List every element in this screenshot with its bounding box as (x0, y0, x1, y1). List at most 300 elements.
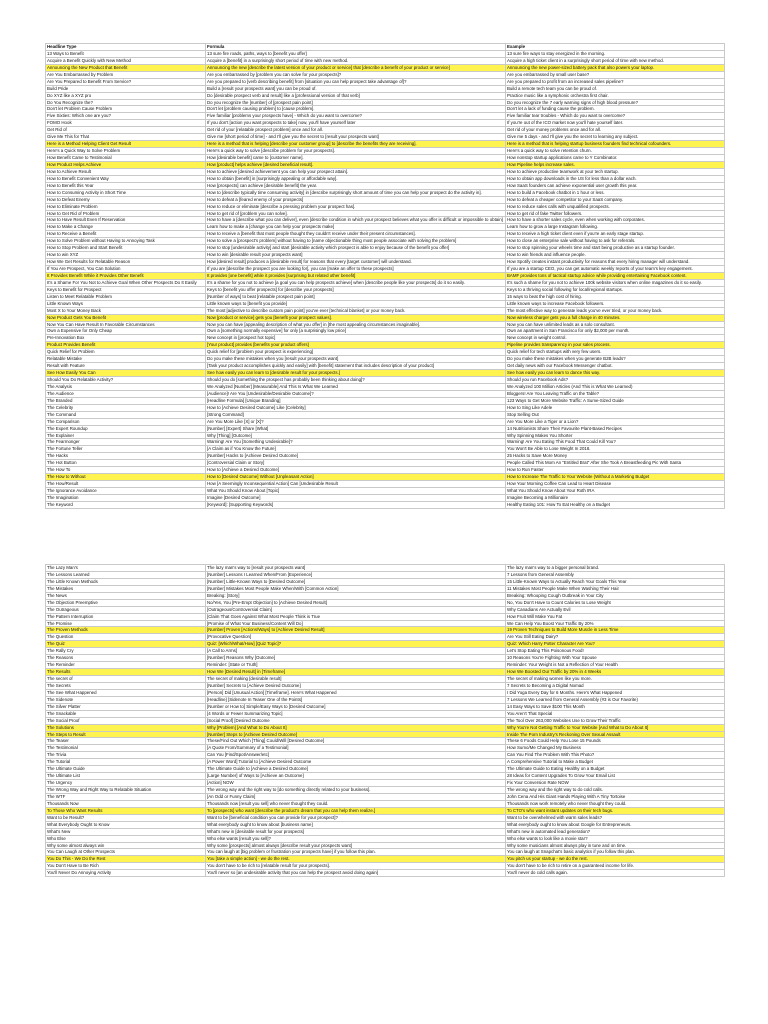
formula-cell: If you don't [action you want prospects to take] now, you'll have yourself later (205, 120, 505, 126)
formula-cell: [An Odd or Funny Claim] (205, 794, 505, 800)
example-cell: 7 Lessons from General Assembly (505, 572, 725, 578)
formula-cell: What everybody ought to know about [business name] (205, 822, 505, 828)
example-cell: How to get rid of fake Twitter followers. (505, 211, 725, 217)
headline-type-cell: The See What Happened (45, 690, 205, 696)
table-row (45, 439, 725, 446)
headline-type-cell: The Audience (45, 391, 205, 397)
formula-cell: [Number] Little-Known Ways to [Desired Outcome] (205, 579, 505, 585)
example-cell: Give me 5 days - and I'll give you the secret to learning any subject. (505, 134, 725, 140)
table-row (45, 718, 725, 725)
headline-type-cell: How to Benefit this Year (45, 183, 205, 189)
headline-type-cell: The Fearmonger (45, 439, 205, 445)
headline-type-cell: Thousands Now (45, 801, 205, 807)
table-row (45, 836, 725, 843)
table-row (45, 190, 725, 197)
formula-cell: Little known ways to [benefit you provide] (205, 301, 505, 307)
headline-type-cell: The Urgency (45, 780, 205, 786)
example-cell: 7 Lessons We Learned from General Assembly (#3 is Our Favorite) (505, 697, 725, 703)
formula-cell: How to obtain [benefit] in [surprisingly appealing or affordable way]. (205, 176, 505, 182)
formula-cell: How to defeat a [feared enemy of your prospects] (205, 197, 505, 203)
example-cell: Who else wants to look like a movie star? (505, 836, 725, 842)
headline-type-cell: The How To (45, 467, 205, 473)
table-row (45, 474, 725, 481)
headline-type-cell: Result with Feature (45, 363, 205, 369)
table-row (45, 238, 725, 245)
table-row (45, 86, 725, 93)
formula-cell: Why [Problem] [And What to Do About It] (205, 725, 505, 731)
headline-type-cell: How to win XYZ (45, 252, 205, 258)
formula-cell: [Promise of What Your Business/Content Will Do] (205, 621, 505, 627)
example-cell: People Called This Mom An "Entitled Brat" After She Took A Breastfeeding Pic With Santa (505, 460, 725, 466)
example-cell: The most effective way to generate leads you've ever tried, or your money back. (505, 308, 725, 314)
example-cell: How to obtain app downloads in the US for less than a dollar each. (505, 176, 725, 182)
example-cell: 19 Proven Techniques to Build More Muscle in Less Time (505, 627, 725, 633)
headline-type-cell: How to Get Rid of Problem (45, 211, 205, 217)
formula-cell: [Provocative Question] (205, 634, 505, 640)
formula-cell: [Number of ways] to beat [relatable prospect pain point] (205, 294, 505, 300)
headline-type-cell: The Sidenote (45, 697, 205, 703)
formula-cell: [Number] Reasons Why [Outcome] (205, 655, 505, 661)
headline-type-cell: The Reasons (45, 655, 205, 661)
table-header-row (45, 43, 725, 51)
table-row (45, 655, 725, 662)
headline-type-cell: The Command (45, 412, 205, 418)
table-row (45, 780, 725, 787)
example-cell: Own an apartment in San Francisco for only $2,000 per month. (505, 328, 725, 334)
table-row (45, 245, 725, 252)
headline-type-cell: Five Sixties: Which one are you? (45, 113, 205, 119)
formula-cell: The secret of making [desirable result] (205, 676, 505, 682)
headline-type-cell: Are You Prepared to Benefit From Service? (45, 79, 205, 85)
table-row (45, 648, 725, 655)
formula-cell: How We [Desired Result] in [Timeframe] (205, 669, 505, 675)
headline-type-cell: How to Achieve Result (45, 169, 205, 175)
table-row (45, 224, 725, 231)
table-row (45, 690, 725, 697)
example-cell: How to stop spinning your wheels time and start being productive as a startup founder. (505, 245, 725, 251)
example-cell: You Aren't That Special (505, 711, 725, 717)
headline-type-cell: The Analysis (45, 384, 205, 390)
table-row (45, 148, 725, 155)
example-cell: John Cena And His Giant Hands Playing With A Tiny Tortoise (505, 794, 725, 800)
example-cell: The Tool Over 263,000 Websites Use to Grow Their Traffic (505, 718, 725, 724)
example-cell: How to Increase The Traffic to Your Website (Without a Marketing Budget (505, 474, 725, 480)
headline-type-cell: How We Get Results for Relatable Reason (45, 259, 205, 265)
example-cell: New concept in weight control. (505, 335, 725, 341)
formula-cell: Here is a method that is helping [describe your customer group] to [describe the benefits they are receiving]. (205, 141, 505, 147)
formula-cell: Build a [result your prospects want] you can be proud of. (205, 86, 505, 92)
formula-cell: We Analyzed [Number] [Measurable] And This Is What We Learned (205, 384, 505, 390)
table-row (45, 697, 725, 704)
example-cell: Why You're Not Getting Traffic to Your Website [And What to Do About It] (505, 725, 725, 731)
formula-cell: How [desirable benefit] came to [customer name]. (205, 155, 505, 161)
formula-cell: Who else wants [result you sell]? (205, 836, 505, 842)
table-row (45, 127, 725, 134)
table-row (45, 641, 725, 648)
formula-cell: How [A Seemingly Inconsequential Action] Can [Undesirable Result (205, 481, 505, 487)
table-row (45, 634, 725, 641)
formula-cell: If you are [describe the prospect you are looking for], you can [make an offer to these prospects] (205, 266, 505, 272)
example-cell: Learn how to grow a large Instagram following. (505, 224, 725, 230)
formula-cell: [Number] Proven [Actions/Ways] to [Achieve Desired Result] (205, 627, 505, 633)
formula-cell: [Claim That Goes Against What Most People Think is True (205, 614, 505, 620)
example-cell: You'll never do cold calls again. (505, 870, 725, 876)
example-cell: Breaking: Whooping Cough Outbreak in Your City (505, 593, 725, 599)
table-row (45, 183, 725, 190)
formula-cell: [Number] Hacks to [Achieve Desired Outcome] (205, 453, 505, 459)
example-cell: The secret of making women like you more. (505, 676, 725, 682)
example-cell: Keys to a thriving social following for local/regional startups. (505, 287, 725, 293)
example-cell: Why Canadians Are Actually Evil (505, 607, 725, 613)
table-row (45, 732, 725, 739)
table-row (45, 322, 725, 329)
formula-cell: Acquire a [benefit] in a surprisingly short period of time with new method. (205, 58, 505, 64)
table-row (45, 773, 725, 780)
table-row (45, 794, 725, 801)
formula-cell: Why some [prospects] almost always [describe result your prospects want] (205, 843, 505, 849)
table-row (45, 266, 725, 273)
table-row (45, 460, 725, 467)
formula-cell: Five familiar [problems your prospects have] - Which do you want to overcome? (205, 113, 505, 119)
headline-type-cell: The WTF (45, 794, 205, 800)
table-row (45, 79, 725, 86)
example-cell: How SaaS founders can achieve exponential user growth this year. (505, 183, 725, 189)
headline-type-cell: 13 Ways to Benefit (45, 51, 205, 57)
formula-cell: [A Call to Arms] (205, 648, 505, 654)
headline-type-cell: Get Rid of (45, 127, 205, 133)
formula-cell: [Audience]! Are You [Undesirable/Desirable Outcome]? (205, 391, 505, 397)
example-cell: How Fruit Will Make You Fat (505, 614, 725, 620)
formula-cell: Here's a quick way to solve [describe problem for your prospects]. (205, 148, 505, 154)
table-row (45, 711, 725, 718)
headline-formula-table (45, 43, 725, 509)
headline-type-cell: Are You Embarrassed by Problem (45, 72, 205, 78)
formula-cell: Announcing the new [describe the latest version of your product or service] that [describe a benefit of your product or service] (205, 65, 505, 71)
example-cell: To CTO's who want instant updates on their tech bugs. (505, 808, 725, 814)
headline-type-cell: The Trivia (45, 752, 205, 758)
table-row (45, 822, 725, 829)
formula-cell: How to [Desired Outcome] Without [Unpleasant Action] (205, 474, 505, 480)
example-cell: Practice music like a symphonic orchestra first chair. (505, 93, 725, 99)
headline-type-cell: The Snackable (45, 711, 205, 717)
headline-type-cell: Acquire a Benefit Quickly with New Method (45, 58, 205, 64)
headline-type-cell: How to Consuming Activity in Short Time (45, 190, 205, 196)
headline-type-cell: The Lazy Man's (45, 565, 205, 571)
example-cell: How to Run Faster (505, 467, 725, 473)
headline-type-cell: The Teaser (45, 738, 205, 744)
headline-type-cell: The Fortune Teller (45, 446, 205, 452)
example-cell: 123 Ways to Get More Website Traffic: A Sume-Sized Guide (505, 398, 725, 404)
table-row (45, 252, 725, 259)
example-cell: Fix Your Conversion Rate NOW (505, 780, 725, 786)
headline-type-cell: The Rally Cry (45, 648, 205, 654)
headline-type-cell: The Silver Platter (45, 704, 205, 710)
table-row (45, 614, 725, 621)
example-cell: If you're out of the ICO market now you'll hate yourself later. (505, 120, 725, 126)
example-cell: Quiz: Which Harry Potter Character Are You? (505, 641, 725, 647)
headline-type-cell: The Results (45, 669, 205, 675)
headline-type-cell: The Ultimate List (45, 773, 205, 779)
headline-type-cell: Relatable Mistake (45, 356, 205, 362)
table-row (45, 579, 725, 586)
example-cell: Let's Stop Eating This Poisonous Food! (505, 648, 725, 654)
formula-cell: Own a [something normally expensive] for only [a surprisingly low price] (205, 328, 505, 334)
formula-cell: These/Find Out Which [Thing] Could/Will [Desired Outcome] (205, 738, 505, 744)
formula-cell: Keys to [benefit you offer prospects] for [describe your prospects] (205, 287, 505, 293)
formula-cell: What's new in [desirable result for your prospects] (205, 829, 505, 835)
formula-cell: Learn how to make a [change you can help your prospects make] (205, 224, 505, 230)
headline-type-cell: The Keyword (45, 502, 205, 508)
table-row (45, 287, 725, 294)
formula-cell: How to get rid of [problem you can solve]. (205, 211, 505, 217)
example-cell: Little known ways to increase Facebook followers. (505, 301, 725, 307)
example-cell: How to reduce sales calls with unqualified prospects. (505, 204, 725, 210)
table-row (45, 169, 725, 176)
example-cell: How Pipeline helps increase sales. (505, 162, 725, 168)
table-row (45, 412, 725, 419)
headline-type-cell: The How/Result (45, 481, 205, 487)
headline-type-cell: You'll Never Do Annoying Activity (45, 870, 205, 876)
table-row (45, 565, 725, 572)
table-row (45, 328, 725, 335)
table-row (45, 106, 725, 113)
example-cell: It's such a shame for you not to achieve 100k website visitors when online magazines do it so easily. (505, 280, 725, 286)
formula-cell: How to stop [undesirable activity] and start [desirable activity which prospect is able to enjoy because of the benefit you offer] (205, 245, 505, 251)
formula-cell: [Strong Command] (205, 412, 505, 418)
formula-cell: [Your product] provides [benefits your product offers] (205, 342, 505, 348)
headline-type-cell: How Product Helps Achieve (45, 162, 205, 168)
table-row (45, 593, 725, 600)
formula-cell: [Controversial Claim or Story] (205, 460, 505, 466)
headline-type-cell: The Expert Roundup (45, 426, 205, 432)
formula-cell: Now [product or service] gets you [benefit your prospect values]. (205, 315, 505, 321)
headline-type-cell: The Testimonial (45, 745, 205, 751)
formula-cell: How to achieve [desired achievement you can help your prospect attain]. (205, 169, 505, 175)
table-row (45, 93, 725, 100)
example-cell: I Did Yoga Every Day for 6 Months. Here's What Happened (505, 690, 725, 696)
example-cell: What everybody ought to know about Google for Entrepreneurs. (505, 822, 725, 828)
formula-cell: Can You [Find/Spot/Answer/etc] (205, 752, 505, 758)
formula-cell: [Headline] [Sidenote In Teaser One of the Points] (205, 697, 505, 703)
table-row (45, 453, 725, 460)
example-cell: Get rid of your money problems once and for all. (505, 127, 725, 133)
table-row (45, 377, 725, 384)
example-cell: How to receive a high ticket client even if you're an early stage startup. (505, 231, 725, 237)
example-cell: Do you recognize the 7 early warning signs of high blood pressure? (505, 100, 725, 106)
formula-cell: [Number] Secrets to [Achieve Desired Outcome] (205, 683, 505, 689)
headline-type-cell: How to Make a Change (45, 224, 205, 230)
headline-type-cell: Here's a Quick Way to Solve Problem (45, 148, 205, 154)
column-header-formula: Formula (205, 44, 505, 50)
headline-type-cell: The Quiz (45, 641, 205, 647)
table-row (45, 294, 725, 301)
example-cell: 13 sure fire ways to stay energized in the morning. (505, 51, 725, 57)
table-row (45, 419, 725, 426)
example-cell: How Your Morning Coffee Can Lead to Heart Disease (505, 481, 725, 487)
table-row (45, 72, 725, 79)
example-cell: See how easily you can learn to dance this way. (505, 370, 725, 376)
formula-cell: The lazy man's way to [result your prospects want] (205, 565, 505, 571)
example-cell: Bloggers! Are You Leaving Traffic on the Table? (505, 391, 725, 397)
formula-cell: Why [Thing] [Outcome] (205, 433, 505, 439)
headline-type-cell: Most X to Your Money Back (45, 308, 205, 314)
example-cell: A Comprehensive Tutorial to Make a Budget (505, 759, 725, 765)
formula-cell: The wrong way and the right way to [do something directly related to your business]. (205, 787, 505, 793)
table-row (45, 204, 725, 211)
formula-cell: [A Claim as if You Know the Future] (205, 446, 505, 452)
table-row (45, 342, 725, 349)
headline-type-cell: The Objection Preemptive (45, 600, 205, 606)
table-row (45, 433, 725, 440)
formula-cell: How to [describe typically time consuming activity] in [describe surprisingly short amount of time you can help your prospect do the activity in]. (205, 190, 505, 196)
example-cell: Are You Still Eating Dairy? (505, 634, 725, 640)
table-row (45, 863, 725, 870)
headline-type-cell: Want to be Result? (45, 815, 205, 821)
table-row (45, 384, 725, 391)
headline-type-cell: The Reminder (45, 662, 205, 668)
formula-cell: [Action] NOW (205, 780, 505, 786)
formula-cell: [Task your product accomplishes quickly and easily] with [benefit] statement that includes description of your product] (205, 363, 505, 369)
formula-cell: [Number] Mistakes Most People Make When/With [Common Action] (205, 586, 505, 592)
table-row (45, 259, 725, 266)
example-cell: Inside The Porn Industry's Reckoning Over Sexual Assault (505, 732, 725, 738)
example-cell: How to win friends and influence people. (505, 252, 725, 258)
headline-type-cell: The News (45, 593, 205, 599)
headline-type-cell: Little Known Ways (45, 301, 205, 307)
example-cell: How to defeat a cheaper competitor to your SaaS company. (505, 197, 725, 203)
headline-type-cell: The Imagination (45, 495, 205, 501)
table-row (45, 856, 725, 863)
table-row (45, 704, 725, 711)
headline-type-cell: Keys to Benefit for Prospect (45, 287, 205, 293)
formula-cell: New concept in [prospect hot topic] (205, 335, 505, 341)
headline-type-cell: You Do This - We Do the Rest (45, 856, 205, 862)
headline-type-cell: How to Have Result Even If Reservation (45, 217, 205, 223)
table-row (45, 51, 725, 58)
column-header-headline-type: Headline Type (45, 44, 205, 50)
formula-cell: It's a shame for you not to achieve [a goal you can help prospects achieve] when [describe people like your prospects] do it so easily. (205, 280, 505, 286)
headline-type-cell: It Provides Benefit While it Provides Other Benefit (45, 273, 205, 279)
table-row (45, 815, 725, 822)
formula-cell: [A Power Word] Tutorial to [Achieve Desired Outcome (205, 759, 505, 765)
table-body (45, 51, 725, 509)
formula-cell: Breaking: [Story] (205, 593, 505, 599)
headline-type-cell: The Tutorial (45, 759, 205, 765)
table-row (45, 155, 725, 162)
formula-cell: Do you recognize the [number] of [prospect pain point] (205, 100, 505, 106)
example-cell: You pitch us your startup - we do the rest. (505, 856, 725, 862)
example-cell: How nonstop startup applications came to Y Combinator. (505, 155, 725, 161)
headline-type-cell: How to Stop Problem and Start Benefit (45, 245, 205, 251)
headline-type-cell: The Secrets (45, 683, 205, 689)
example-cell: Should you run Facebook Ads? (505, 377, 725, 383)
formula-cell: Imagine [Desired Outcome] (205, 495, 505, 501)
table-row (45, 100, 725, 107)
formula-cell: Thousands now [result you sell] who never thought they could. (205, 801, 505, 807)
table-row (45, 467, 725, 474)
headline-type-cell: How to Benefit Convenient Way (45, 176, 205, 182)
example-cell: Now you can have unlimited leads as a solo consultant. (505, 322, 725, 328)
example-cell: No, You Don't Have to Count Calories to Lose Weight (505, 600, 725, 606)
example-cell: 10 Reasons You're Fighting With Your Spouse (505, 655, 725, 661)
formula-cell: How to [Achieve Desired Outcome] Like [Celebrity] (205, 405, 505, 411)
formula-cell: How [desired result] produces a [desirable result] for reasons that every [target customer] will understand. (205, 259, 505, 265)
headline-type-cell: The Mistakes (45, 586, 205, 592)
table-row (45, 627, 725, 634)
example-cell: 14 Easy Ways to Save $100 This Month (505, 704, 725, 710)
headline-type-cell: Own a Expensive for Only Cheap (45, 328, 205, 334)
table-row (45, 363, 725, 370)
headline-type-cell: The Question (45, 634, 205, 640)
formula-cell: Get rid of your [relatable prospect problem] once and for all. (205, 127, 505, 133)
formula-cell: [Keyword]: [Supporting Keywords] (205, 502, 505, 508)
formula-cell: You don't have to be rich to [relatable result for your prospects]. (205, 863, 505, 869)
formula-cell: What You Should Know About [Topic] (205, 488, 505, 494)
formula-cell: Want to be [beneficial condition you can provide for your prospect]? (205, 815, 505, 821)
table-row (45, 745, 725, 752)
formula-cell: Are you prepared to [verb describing benefit] from [situation you can help prospect take advantage of]? (205, 79, 505, 85)
formula-cell: The most [adjective to describe custom pain point] you've ever [technical blanket] or your money back. (205, 308, 505, 314)
table-row (45, 766, 725, 773)
formula-cell: Should you do [something the prospect has probably been thinking about doing]? (205, 377, 505, 383)
formula-cell: How to receive a [benefit that most people thought they couldn't receive under their present circumstances]. (205, 231, 505, 237)
headline-type-cell: The secret of (45, 676, 205, 682)
table-row (45, 65, 725, 72)
headline-type-cell: The Outrageous (45, 607, 205, 613)
headline-type-cell: How to Defeat Enemy (45, 197, 205, 203)
example-cell: Are you prepared to profit from an increased sales pipeline? (505, 79, 725, 85)
example-cell: If you are a startup CEO, you can get automatic weekly reports of your team's key engagement. (505, 266, 725, 272)
table-row (45, 808, 725, 815)
table-row (45, 197, 725, 204)
formula-cell: Don't let [problem causing problem] to [cause problem]. (205, 106, 505, 112)
example-cell: How Sumo/Me Changed My Business (505, 745, 725, 751)
example-cell: What's new in automated lead generation? (505, 829, 725, 835)
headline-type-cell: How Benefit Came to Testimonial (45, 155, 205, 161)
table-row (45, 843, 725, 850)
table-row (45, 870, 725, 877)
headline-type-cell: The Ignorance Avoidance (45, 488, 205, 494)
example-cell: Thousands now work remotely who never thought they could. (505, 801, 725, 807)
formula-cell: [Number] Lessons I Learned When/From [Experience] (205, 572, 505, 578)
table-row (45, 495, 725, 502)
headline-type-cell: Who Else (45, 836, 205, 842)
headline-type-cell: Do XYZ like a XYZ pro (45, 93, 205, 99)
table-row (45, 621, 725, 628)
headline-type-cell: The How to Without (45, 474, 205, 480)
table-row (45, 134, 725, 141)
headline-type-cell: FOMO Hook (45, 120, 205, 126)
table-row (45, 398, 725, 405)
formula-cell: How to [Achieve a Desired Outcome] (205, 467, 505, 473)
formula-cell: See how easily you can learn to [desirable result for your prospects.] (205, 370, 505, 376)
formula-cell: It provides [one benefit] while it provides [surprising but related other benefit] (205, 273, 505, 279)
formula-cell: Quick relief for [problem your prospect is experiencing] (205, 349, 505, 355)
example-cell: Are You More Like a Tiger or a Lion? (505, 419, 725, 425)
example-cell: Why Spinning Makes You Shorter (505, 433, 725, 439)
formula-cell: How [prospects] can achieve [desirable benefit] the year. (205, 183, 505, 189)
example-cell: Five familiar tear troubles - Which do you want to overcome? (505, 113, 725, 119)
headline-type-cell: The Hacks (45, 453, 205, 459)
table-row (45, 502, 725, 509)
headline-type-cell: The Comparison (45, 419, 205, 425)
example-cell: 28 Ideas for Content Upgrades To Grow Your Email List (505, 773, 725, 779)
table-row (45, 725, 725, 732)
table-row (45, 301, 725, 308)
table-row (45, 176, 725, 183)
example-cell: What You Should Know About Your Roth IRA (505, 488, 725, 494)
headline-type-cell: You Don't Have to Be Rich (45, 863, 205, 869)
